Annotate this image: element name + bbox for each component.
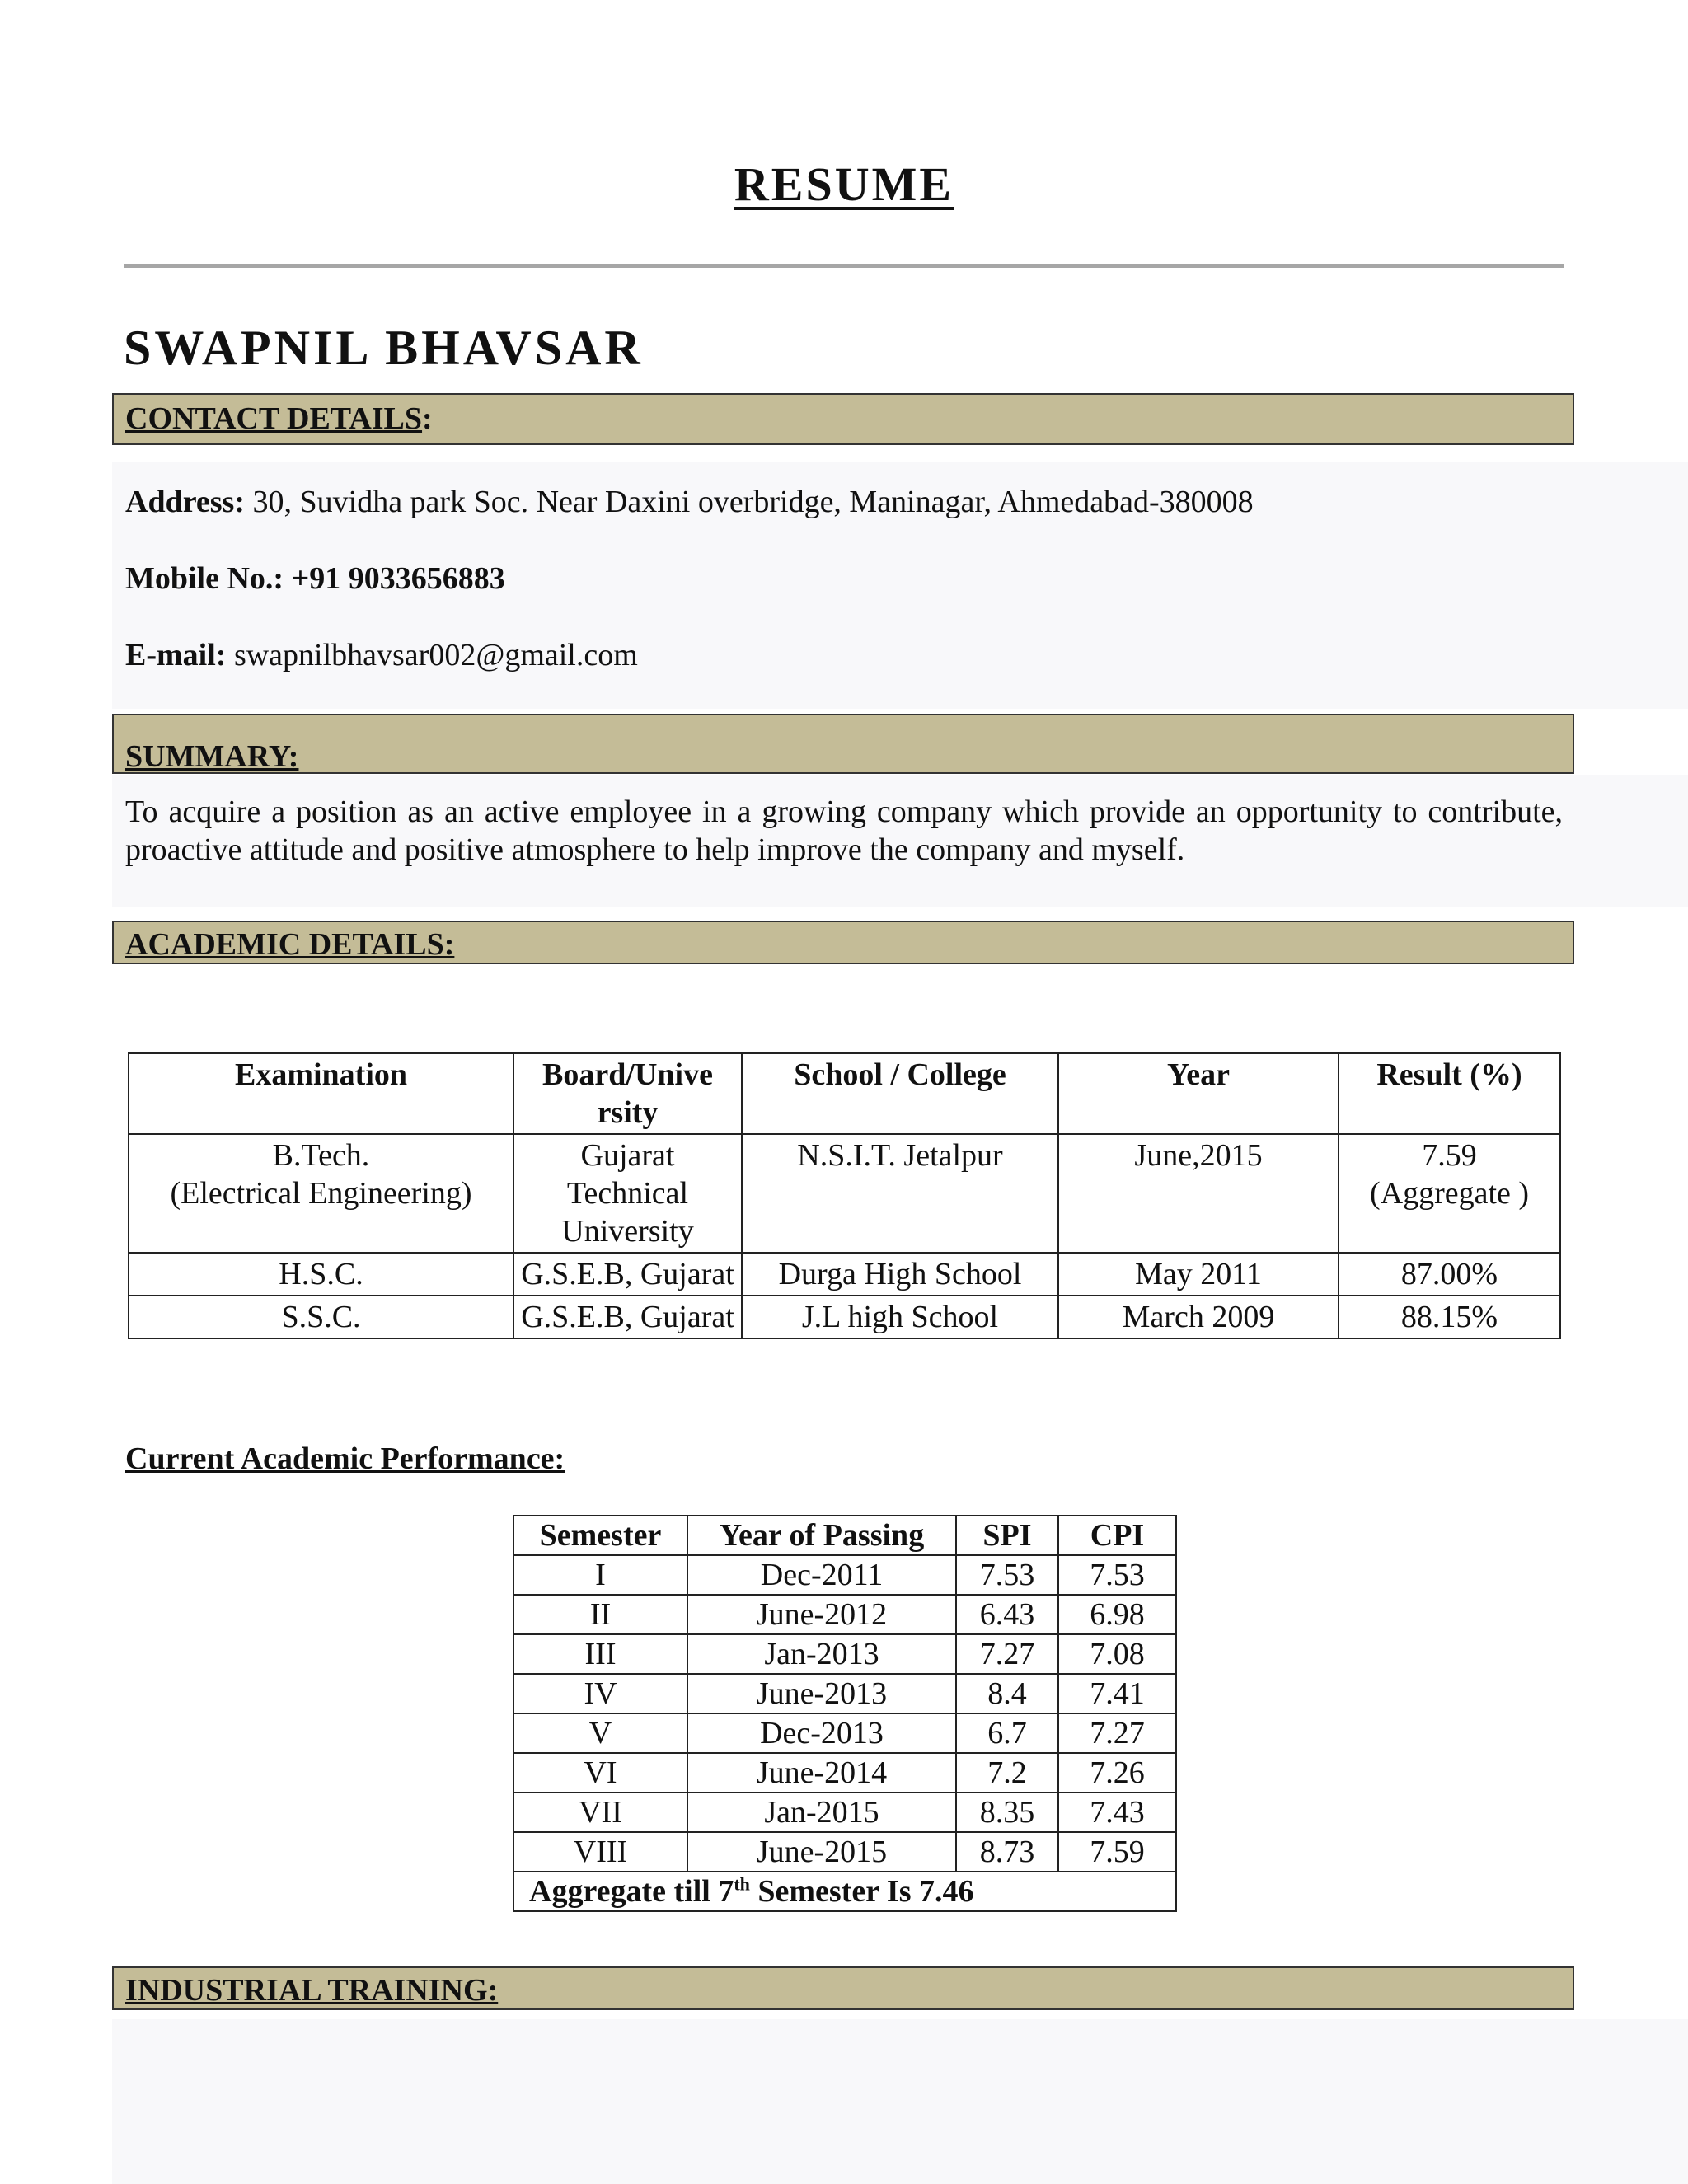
horizontal-divider [124, 264, 1564, 268]
semester-cell: VIII [513, 1832, 687, 1872]
performance-table-header [513, 1516, 1176, 1555]
spi-cell: 7.27 [956, 1634, 1058, 1674]
email-value: swapnilbhavsar002@gmail.com [226, 638, 638, 673]
academic-details-heading: ACADEMIC DETAILS: [112, 921, 1574, 964]
cpi-cell: 7.08 [1058, 1634, 1176, 1674]
mobile-line [125, 560, 505, 597]
exam-cell: B.Tech. (Electrical Engineering) [129, 1134, 513, 1253]
spi-cell: 7.2 [956, 1753, 1058, 1793]
school-cell: Durga High School [742, 1253, 1058, 1296]
spi-cell: 6.43 [956, 1595, 1058, 1634]
year-cell: Dec-2011 [687, 1555, 956, 1595]
cpi-cell: 7.26 [1058, 1753, 1176, 1793]
email-label: E-mail: [125, 638, 227, 673]
table-row [513, 1832, 1176, 1872]
aggregate-row [513, 1872, 1176, 1911]
table-row [129, 1253, 1560, 1296]
column-header: SPI [956, 1516, 1058, 1555]
column-header: School / College [742, 1053, 1058, 1134]
cpi-cell: 6.98 [1058, 1595, 1176, 1634]
table-row [513, 1595, 1176, 1634]
year-cell: Jan-2013 [687, 1634, 956, 1674]
column-header: CPI [1058, 1516, 1176, 1555]
mobile-value: +91 9033656883 [284, 561, 505, 596]
cpi-cell: 7.59 [1058, 1832, 1176, 1872]
column-header: Year [1058, 1053, 1339, 1134]
summary-heading: SUMMARY: [112, 714, 1574, 774]
result-cell: 88.15% [1339, 1296, 1560, 1338]
address-line [125, 484, 1254, 520]
cpi-cell: 7.43 [1058, 1793, 1176, 1832]
academic-table-header [129, 1053, 1560, 1134]
year-cell: June-2014 [687, 1753, 956, 1793]
mobile-label: Mobile No.: [125, 561, 284, 596]
table-row [513, 1555, 1176, 1595]
email-line [125, 637, 638, 673]
table-row [513, 1793, 1176, 1832]
year-cell: June-2012 [687, 1595, 956, 1634]
year-cell: Jan-2015 [687, 1793, 956, 1832]
column-header: Year of Passing [687, 1516, 956, 1555]
year-cell: June,2015 [1058, 1134, 1339, 1253]
year-cell: March 2009 [1058, 1296, 1339, 1338]
academic-table [128, 1052, 1561, 1339]
result-cell: 7.59 (Aggregate ) [1339, 1134, 1560, 1253]
contact-details-heading: CONTACT DETAILS: [112, 393, 1574, 445]
cpi-cell: 7.41 [1058, 1674, 1176, 1713]
exam-cell: H.S.C. [129, 1253, 513, 1296]
page-title: RESUME [734, 157, 954, 211]
candidate-name: SWAPNIL BHAVSAR [124, 321, 644, 375]
table-row [513, 1753, 1176, 1793]
spi-cell: 8.4 [956, 1674, 1058, 1713]
year-cell: June-2015 [687, 1832, 956, 1872]
summary-text: To acquire a position as an active employee in a growing company which provide an opportunity to contribute, proactive attitude and positive atmosphere to help improve the company and myself. [125, 794, 1563, 867]
semester-cell: VII [513, 1793, 687, 1832]
semester-cell: II [513, 1595, 687, 1634]
year-cell: June-2013 [687, 1674, 956, 1713]
performance-heading: Current Academic Performance: [125, 1441, 565, 1476]
year-cell: May 2011 [1058, 1253, 1339, 1296]
table-row [129, 1134, 1560, 1253]
training-section-background [112, 2019, 1688, 2184]
table-row [129, 1296, 1560, 1338]
school-cell: J.L high School [742, 1296, 1058, 1338]
semester-cell: III [513, 1634, 687, 1674]
result-cell: 87.00% [1339, 1253, 1560, 1296]
table-row [513, 1674, 1176, 1713]
address-value: 30, Suvidha park Soc. Near Daxini overbridge, Maninagar, Ahmedabad-380008 [245, 485, 1254, 519]
column-header: Examination [129, 1053, 513, 1134]
board-cell: Gujarat Technical University [513, 1134, 742, 1253]
board-cell: G.S.E.B, Gujarat [513, 1253, 742, 1296]
semester-cell: IV [513, 1674, 687, 1713]
semester-cell: I [513, 1555, 687, 1595]
cpi-cell: 7.53 [1058, 1555, 1176, 1595]
aggregate-cell: Aggregate till 7th Semester Is 7.46 [513, 1872, 1176, 1911]
year-cell: Dec-2013 [687, 1713, 956, 1753]
industrial-training-heading: INDUSTRIAL TRAINING: [112, 1966, 1574, 2010]
semester-cell: VI [513, 1753, 687, 1793]
exam-cell: S.S.C. [129, 1296, 513, 1338]
address-label: Address: [125, 485, 245, 519]
table-row [513, 1634, 1176, 1674]
spi-cell: 8.35 [956, 1793, 1058, 1832]
school-cell: N.S.I.T. Jetalpur [742, 1134, 1058, 1253]
spi-cell: 8.73 [956, 1832, 1058, 1872]
column-header: Semester [513, 1516, 687, 1555]
semester-cell: V [513, 1713, 687, 1753]
performance-table [513, 1515, 1177, 1912]
table-row [513, 1713, 1176, 1753]
spi-cell: 6.7 [956, 1713, 1058, 1753]
column-header: Result (%) [1339, 1053, 1560, 1134]
spi-cell: 7.53 [956, 1555, 1058, 1595]
cpi-cell: 7.27 [1058, 1713, 1176, 1753]
column-header: Board/Unive rsity [513, 1053, 742, 1134]
board-cell: G.S.E.B, Gujarat [513, 1296, 742, 1338]
